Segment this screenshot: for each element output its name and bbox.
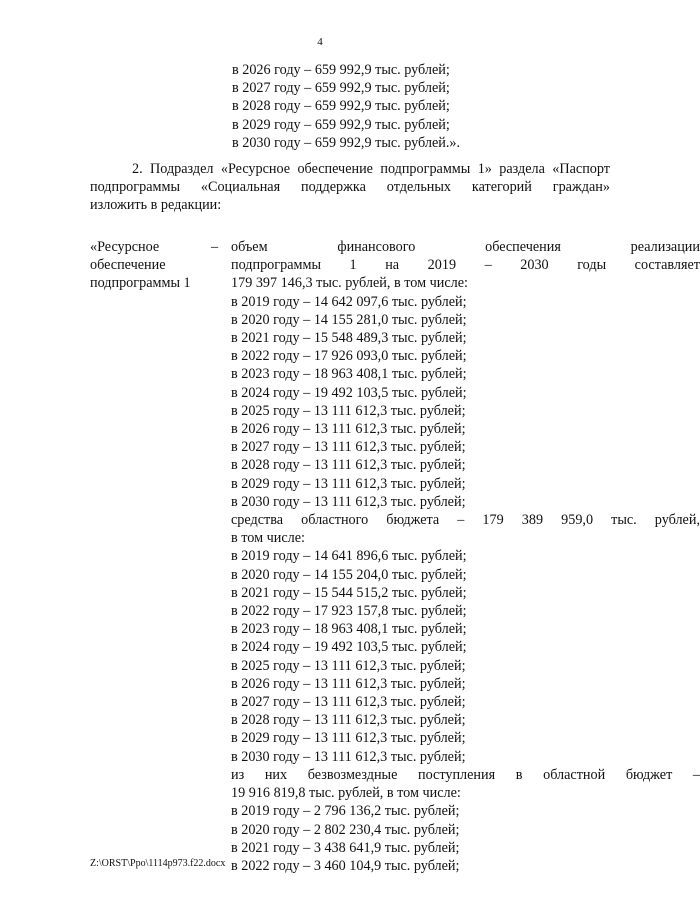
grants-year-item: в 2020 году – 2 802 230,4 тыс. рублей; [231, 821, 460, 838]
grants-intro-line: из них безвозмездные поступления в областной бюджет – [231, 766, 700, 783]
amendment-paragraph [90, 160, 610, 215]
page-number: 4 [317, 36, 323, 48]
label-line: обеспечение [90, 257, 166, 274]
total-year-item: в 2029 году – 13 111 612,3 тыс. рублей; [231, 475, 466, 492]
previous-funding-list [232, 61, 612, 152]
regional-year-item: в 2026 году – 13 111 612,3 тыс. рублей; [231, 675, 466, 692]
regional-year-item: в 2023 году – 18 963 408,1 тыс. рублей; [231, 621, 467, 638]
footer-file-path: Z:\ORST\Ppo\1114p973.f22.docx [90, 858, 226, 869]
paragraph-line: подпрограммы «Социальная поддержка отдельных категорий граждан» [90, 179, 610, 196]
total-year-item: в 2024 году – 19 492 103,5 тыс. рублей; [231, 384, 467, 401]
passport-label [90, 238, 222, 293]
grants-year-item: в 2019 году – 2 796 136,2 тыс. рублей; [231, 803, 460, 820]
total-year-item: в 2021 году – 15 548 489,3 тыс. рублей; [231, 330, 467, 347]
total-year-item: в 2028 году – 13 111 612,3 тыс. рублей; [231, 457, 466, 474]
regional-year-item: в 2022 году – 17 923 157,8 тыс. рублей; [231, 603, 467, 620]
total-year-item: в 2019 году – 14 642 097,6 тыс. рублей; [231, 293, 467, 310]
regional-year-item: в 2020 году – 14 155 204,0 тыс. рублей; [231, 566, 467, 583]
grants-year-item: в 2022 году – 3 460 104,9 тыс. рублей; [231, 857, 460, 874]
total-year-item: в 2022 году – 17 926 093,0 тыс. рублей; [231, 348, 467, 365]
regional-year-item: в 2025 году – 13 111 612,3 тыс. рублей; [231, 657, 466, 674]
total-year-item: в 2020 году – 14 155 281,0 тыс. рублей; [231, 311, 467, 328]
list-item: в 2027 году – 659 992,9 тыс. рублей; [232, 80, 450, 97]
regional-year-item: в 2027 году – 13 111 612,3 тыс. рублей; [231, 694, 466, 711]
regional-year-item: в 2024 году – 19 492 103,5 тыс. рублей; [231, 639, 467, 656]
paragraph-line: 2. Подраздел «Ресурсное обеспечение подпрограммы 1» раздела «Паспорт [132, 161, 610, 177]
grants-year-item: в 2021 году – 3 438 641,9 тыс. рублей; [231, 839, 460, 856]
total-year-item: в 2030 году – 13 111 612,3 тыс. рублей; [231, 493, 466, 510]
label-dash: – [211, 239, 219, 255]
intro-line: 179 397 146,3 тыс. рублей, в том числе: [231, 275, 468, 292]
grants-intro-line: 19 916 819,8 тыс. рублей, в том числе: [231, 785, 461, 802]
regional-year-item: в 2019 году – 14 641 896,6 тыс. рублей; [231, 548, 467, 565]
list-item: в 2028 году – 659 992,9 тыс. рублей; [232, 98, 450, 115]
label-line: подпрограммы 1 [90, 275, 191, 292]
intro-line: объем финансового обеспечения реализации [231, 239, 700, 255]
label-line: «Ресурсное [90, 239, 160, 255]
paragraph-line: изложить в редакции: [90, 197, 222, 214]
total-year-item: в 2023 году – 18 963 408,1 тыс. рублей; [231, 366, 467, 383]
passport-value [231, 238, 700, 875]
total-year-item: в 2027 году – 13 111 612,3 тыс. рублей; [231, 439, 466, 456]
intro-line: подпрограммы 1 на 2019 – 2030 годы составляет [231, 257, 700, 274]
list-item: в 2026 году – 659 992,9 тыс. рублей; [232, 62, 450, 78]
list-item: в 2030 году – 659 992,9 тыс. рублей.». [232, 134, 461, 151]
regional-intro-line: в том числе: [231, 530, 305, 547]
regional-intro-line: средства областного бюджета – 179 389 959,0 тыс. рублей, [231, 512, 700, 529]
list-item: в 2029 году – 659 992,9 тыс. рублей; [232, 116, 450, 133]
regional-year-item: в 2021 году – 15 544 515,2 тыс. рублей; [231, 584, 467, 601]
regional-year-item: в 2028 году – 13 111 612,3 тыс. рублей; [231, 712, 466, 729]
regional-year-item: в 2030 году – 13 111 612,3 тыс. рублей; [231, 748, 466, 765]
total-year-item: в 2026 году – 13 111 612,3 тыс. рублей; [231, 421, 466, 438]
regional-year-item: в 2029 году – 13 111 612,3 тыс. рублей; [231, 730, 466, 747]
total-year-item: в 2025 году – 13 111 612,3 тыс. рублей; [231, 402, 466, 419]
